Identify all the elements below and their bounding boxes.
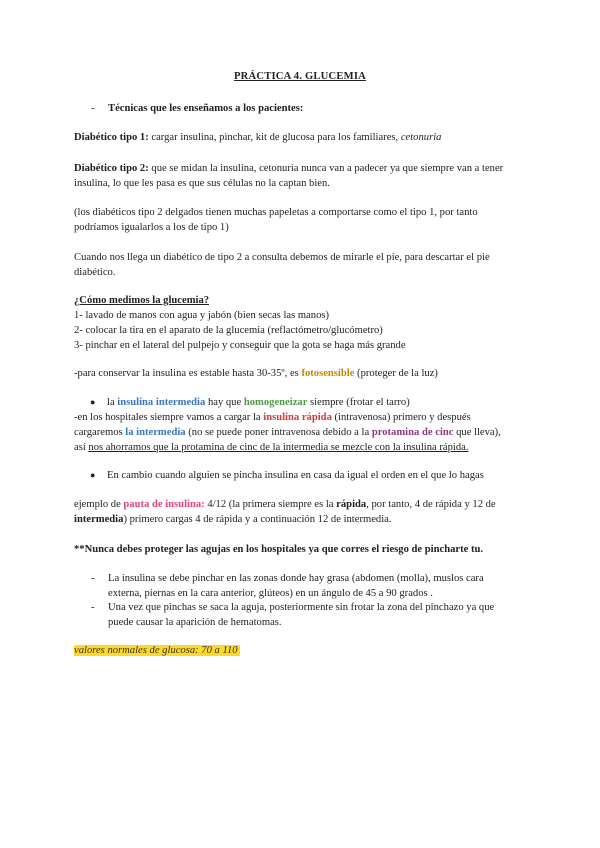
- medimos-step2: 2- colocar la tira en el aparato de la glucemia (reflactómetro/glucómetro): [74, 325, 383, 336]
- tipo2-paragraph: [74, 161, 529, 191]
- list-item2-line2: puede causar la aparición de hematomas.: [108, 617, 282, 628]
- hospital-l3-underlined: nos ahorramos que la protamina de cinc de la intermedia se mezcle con la insulina rápida.: [88, 442, 469, 453]
- conservar-post: (proteger de la luz): [354, 368, 438, 379]
- hospital-l2-pre: cargaremos: [74, 427, 126, 438]
- tipo1-italic: cetonuria: [400, 132, 442, 143]
- list-item1-line2: externa, piernas en la cara anterior, glúteos) en un ángulo de 45 a 90 grados .: [108, 588, 433, 599]
- hospital-l2-post: que lleva),: [453, 427, 501, 438]
- hospital-protamina-de-cinc: protamina de cinc: [371, 427, 454, 438]
- list-item2-line1: Una vez que pinchas se saca la aguja, posteriormente sin frotar la zona del pinchazo ya que: [108, 602, 495, 613]
- medimos-step3: 3- pinchar en el lateral del pulpejo y conseguir que la gota se haga más grande: [74, 340, 406, 351]
- hospital-l3-pre: así: [74, 442, 89, 453]
- hospital-l2-mid: (no se puede poner intravenosa debido a la: [185, 427, 372, 438]
- ejemplo-intermedia: intermedia: [74, 514, 124, 525]
- bullet2-dot: ●: [90, 470, 96, 480]
- ejemplo-pauta-de-insulina: pauta de insulina:: [123, 499, 205, 510]
- tipo1-text: cargar insulina, pinchar, kit de glucosa para los familiares,: [148, 132, 401, 143]
- tipo2-line1: que se midan la insulina, cetonuria nunca van a padecer ya que siempre van a tener: [148, 163, 504, 174]
- page-title: PRÁCTICA 4. GLUCEMIA: [233, 71, 366, 82]
- section-dash: -: [91, 103, 95, 114]
- list-item1-line1: La insulina se debe pinchar en las zonas donde hay grasa (abdomen (molla), muslos cara: [108, 573, 484, 584]
- hospital-la-intermedia: la intermedia: [125, 427, 186, 438]
- list-item-1: [108, 571, 528, 601]
- pie-line1: Cuando nos llega un diabético de tipo 2 a consulta debemos de mirarle el pie, para descartar el pie: [74, 252, 490, 263]
- conservar-fotosensible: fotosensible: [301, 368, 355, 379]
- tipo1-paragraph: [74, 130, 529, 145]
- bullet1-homogeneizar: homogeneizar: [243, 397, 308, 408]
- warning-text: **Nunca debes proteger las agujas en los hospitales ya que corres el riesgo de pincharte tu.: [74, 544, 484, 555]
- bullet1-pre: la: [107, 397, 118, 408]
- medimos-section: [74, 293, 529, 353]
- ejemplo-pre: ejemplo de: [74, 499, 124, 510]
- conservar-paragraph: [74, 366, 529, 381]
- hospital-paragraph: [74, 410, 529, 455]
- pie-paragraph: [74, 250, 529, 280]
- list-item-2: [108, 600, 528, 630]
- conservar-pre: -para conservar la insulina es estable hasta 30-35º, es: [74, 368, 302, 379]
- bullet1-dot: ●: [90, 397, 96, 407]
- bullet2-text: En cambio cuando alguien se pincha insulina en casa da igual el orden en el que lo hagas: [107, 470, 484, 481]
- section-heading: Técnicas que les enseñamos a los pacientes:: [108, 103, 304, 114]
- ejemplo-rapida: rápida: [336, 499, 367, 510]
- bullet1-post: siempre (frotar el tarro): [307, 397, 410, 408]
- hospital-insulina-rapida: insulina rápida: [263, 412, 332, 423]
- hospital-l1-pre: -en los hospitales siempre vamos a cargar la: [74, 412, 264, 423]
- valores-line: [74, 643, 529, 658]
- tipo2-line2: insulina, lo que les pasa es que sus células no la captan bien.: [74, 178, 330, 189]
- tipo2-label: Diabético tipo 2:: [74, 163, 149, 174]
- ejemplo-mid2: , por tanto, 4 de rápida y 12 de: [366, 499, 496, 510]
- paren-line2: podríamos igualarlos a los de tipo 1): [74, 222, 229, 233]
- ejemplo-paragraph: [74, 497, 529, 527]
- medimos-step1: 1- lavado de manos con agua y jabón (bien secas las manos): [74, 310, 330, 321]
- medimos-heading: ¿Cómo medimos la glucemia?: [74, 295, 210, 306]
- ejemplo-post: ) primero cargas 4 de rápida y a continuación 12 de intermedia.: [123, 514, 392, 525]
- paren-paragraph: [74, 205, 529, 235]
- hospital-l1-post: (intravenosa) primero y después: [331, 412, 471, 423]
- list-dash-1: -: [91, 573, 95, 584]
- tipo1-label: Diabético tipo 1:: [74, 132, 149, 143]
- ejemplo-mid1: 4/12 (la primera siempre es la: [204, 499, 337, 510]
- bullet1-mid: hay que: [205, 397, 244, 408]
- pie-line2: diabético.: [74, 267, 116, 278]
- bullet1-text: [107, 395, 527, 410]
- valores-highlight: valores normales de glucosa: 70 a 110: [74, 645, 238, 656]
- paren-line1: (los diabéticos tipo 2 delgados tienen muchas papeletas a comportarse como el tipo 1, por tanto: [74, 207, 478, 218]
- list-dash-2: -: [91, 602, 95, 613]
- bullet1-insulina-intermedia: insulina intermedia: [117, 397, 206, 408]
